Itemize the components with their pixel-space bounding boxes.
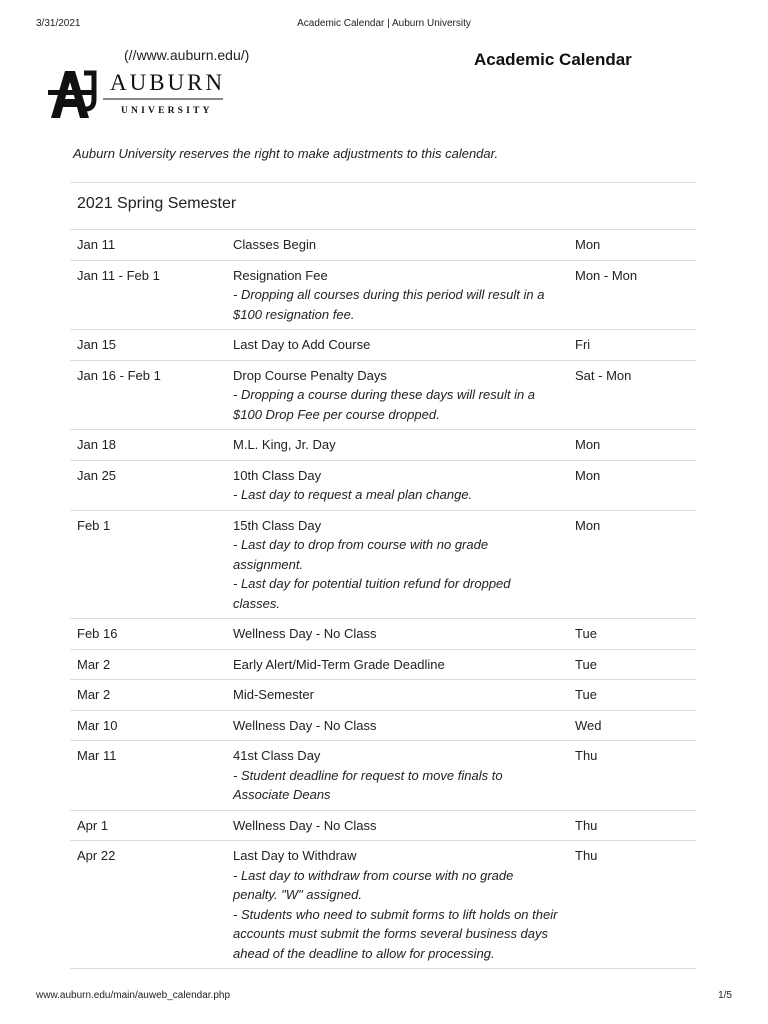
row-day: Mon <box>568 460 696 510</box>
row-note: - Students who need to submit forms to lift holds on their accounts must submit the forms several business days ahead of the deadline to allow for processing. <box>233 906 558 961</box>
row-day: Mon <box>568 430 696 461</box>
row-date: Jan 16 - Feb 1 <box>70 360 226 430</box>
row-event: Wellness Day - No Class <box>233 817 377 833</box>
row-day: Fri <box>568 330 696 361</box>
semester-section <box>70 182 696 969</box>
row-event-cell <box>226 260 568 330</box>
table-row <box>70 430 696 461</box>
row-day: Mon - Mon <box>568 260 696 330</box>
row-day: Mon <box>568 230 696 260</box>
row-date: Mar 10 <box>70 710 226 741</box>
calendar-table <box>70 230 696 969</box>
table-row <box>70 360 696 430</box>
row-event-cell <box>226 330 568 361</box>
row-event: Resignation Fee <box>233 267 328 283</box>
disclaimer-text: Auburn University reserves the right to make adjustments to this calendar. <box>73 146 499 161</box>
table-row <box>70 330 696 361</box>
row-event-cell <box>226 619 568 650</box>
row-note: - Dropping a course during these days will result in a $100 Drop Fee per course dropped. <box>233 387 536 422</box>
print-footer <box>36 990 732 1004</box>
row-note: - Dropping all courses during this period will result in a $100 resignation fee. <box>233 287 545 322</box>
row-event: Last Day to Add Course <box>233 337 371 352</box>
row-day: Tue <box>568 680 696 711</box>
row-event: 10th Class Day <box>233 467 322 483</box>
row-event-cell <box>226 360 568 430</box>
table-row <box>70 260 696 330</box>
row-day: Thu <box>568 810 696 841</box>
table-row <box>70 619 696 650</box>
row-date: Jan 25 <box>70 460 226 510</box>
row-note: - Last day to request a meal plan change. <box>233 487 473 502</box>
row-event-cell <box>226 680 568 711</box>
row-event-cell <box>226 741 568 811</box>
logo-sub: UNIVERSITY <box>121 106 213 116</box>
row-event: Early Alert/Mid-Term Grade Deadline <box>233 656 445 672</box>
table-row <box>70 710 696 741</box>
row-day: Tue <box>568 619 696 650</box>
row-day: Thu <box>568 841 696 969</box>
table-row <box>70 649 696 680</box>
row-note: - Student deadline for request to move finals to Associate Deans <box>233 767 503 802</box>
row-event-cell <box>226 430 568 461</box>
row-date: Jan 11 <box>70 230 226 260</box>
row-day: Thu <box>568 741 696 811</box>
row-event: Wellness Day - No Class <box>233 626 377 641</box>
row-event: 41st Class Day <box>233 748 321 763</box>
page-title: Academic Calendar <box>474 50 632 69</box>
row-event: Last Day to Withdraw <box>233 848 357 863</box>
table-row <box>70 230 696 260</box>
print-date: 3/31/2021 <box>36 18 81 29</box>
row-note: - Last day for potential tuition refund for dropped classes. <box>233 576 511 611</box>
row-date: Jan 18 <box>70 430 226 461</box>
semester-title: 2021 Spring Semester <box>70 183 696 230</box>
row-event-cell <box>226 810 568 841</box>
row-event-cell <box>226 510 568 619</box>
row-event: Drop Course Penalty Days <box>233 367 387 383</box>
row-event: Classes Begin <box>233 237 317 252</box>
row-date: Apr 1 <box>70 810 226 841</box>
print-title: Academic Calendar | Auburn University <box>297 18 471 29</box>
row-event-cell <box>226 841 568 969</box>
row-event: Wellness Day - No Class <box>233 717 377 733</box>
row-day: Mon <box>568 510 696 619</box>
row-date: Jan 11 - Feb 1 <box>70 260 226 330</box>
row-date: Feb 16 <box>70 619 226 650</box>
table-row <box>70 810 696 841</box>
row-day: Tue <box>568 649 696 680</box>
print-header <box>36 18 732 32</box>
row-event-cell <box>226 649 568 680</box>
row-date: Mar 2 <box>70 649 226 680</box>
row-day: Sat - Mon <box>568 360 696 430</box>
logo-name: AUBURN <box>110 70 226 95</box>
row-note: - Last day to withdraw from course with no grade penalty. "W" assigned. <box>233 867 514 902</box>
table-row <box>70 680 696 711</box>
table-row <box>70 841 696 969</box>
row-event-cell <box>226 460 568 510</box>
page-number: 1/5 <box>718 990 732 1001</box>
table-row <box>70 741 696 811</box>
table-row <box>70 510 696 619</box>
table-row <box>70 460 696 510</box>
row-event-cell <box>226 230 568 260</box>
row-event: 15th Class Day <box>233 517 322 533</box>
auburn-logo[interactable] <box>48 68 228 120</box>
print-url: www.auburn.edu/main/auweb_calendar.php <box>36 990 231 1001</box>
row-date: Feb 1 <box>70 510 226 619</box>
row-day: Wed <box>568 710 696 741</box>
row-date: Mar 11 <box>70 741 226 811</box>
row-note: - Last day to drop from course with no grade assignment. <box>233 537 489 572</box>
home-link[interactable]: (//www.auburn.edu/) <box>124 47 250 63</box>
row-event: M.L. King, Jr. Day <box>233 437 336 452</box>
row-event: Mid-Semester <box>233 687 314 702</box>
row-date: Mar 2 <box>70 680 226 711</box>
row-date: Apr 22 <box>70 841 226 969</box>
row-event-cell <box>226 710 568 741</box>
row-date: Jan 15 <box>70 330 226 361</box>
